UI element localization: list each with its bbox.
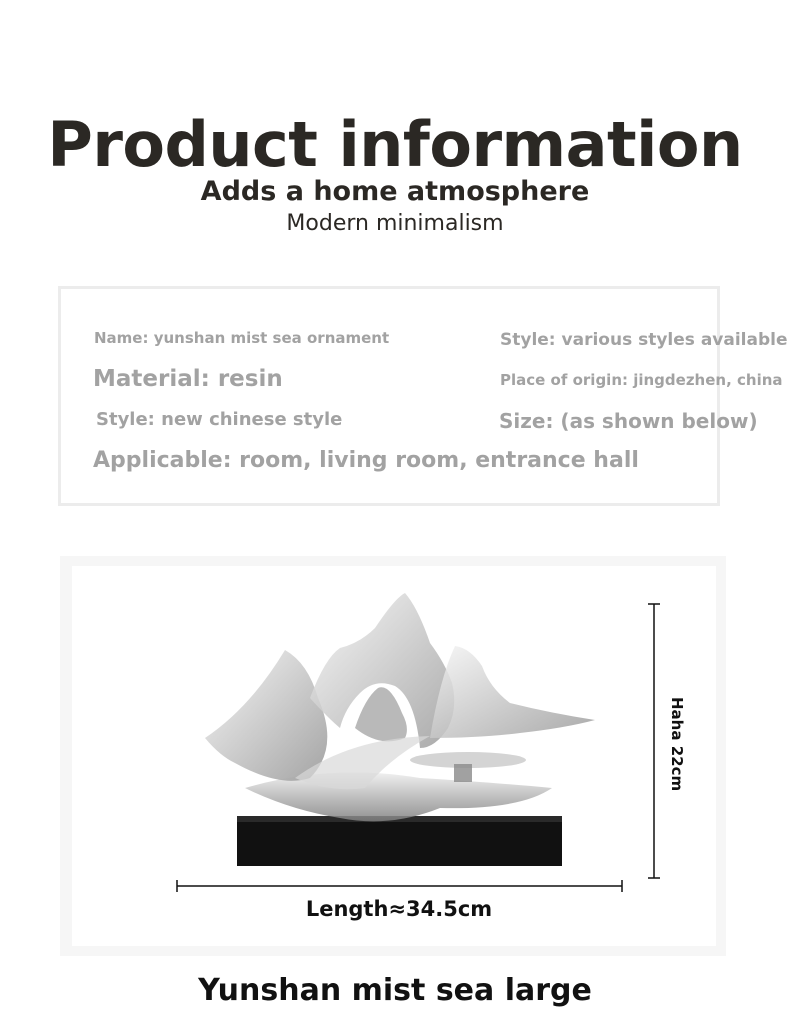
- sculpture-right-peak: [430, 646, 595, 738]
- height-dimension-line: [646, 600, 662, 882]
- info-size: Size: (as shown below): [499, 409, 758, 433]
- info-name: Name: yunshan mist sea ornament: [94, 329, 390, 347]
- product-sculpture-image: [190, 588, 610, 873]
- product-info-panel: [58, 286, 720, 506]
- info-style-alt: Style: various styles available: [500, 330, 788, 350]
- page-title: Product information: [47, 108, 743, 181]
- info-origin: Place of origin: jingdezhen, china: [500, 371, 783, 389]
- page-tagline: Modern minimalism: [286, 211, 504, 236]
- sculpture-left-peak: [205, 650, 327, 781]
- length-dimension-line: [176, 878, 624, 894]
- info-applicable: Applicable: room, living room, entrance hall: [93, 448, 639, 473]
- sculpture-base: [237, 816, 562, 866]
- length-label: Length≈34.5cm: [305, 897, 493, 921]
- height-label: Haha 22cm: [668, 697, 686, 792]
- info-material: Material: resin: [93, 366, 283, 392]
- info-style-main: Style: new chinese style: [96, 409, 343, 430]
- product-caption: Yunshan mist sea large: [198, 973, 592, 1008]
- page-subtitle: Adds a home atmosphere: [200, 176, 590, 207]
